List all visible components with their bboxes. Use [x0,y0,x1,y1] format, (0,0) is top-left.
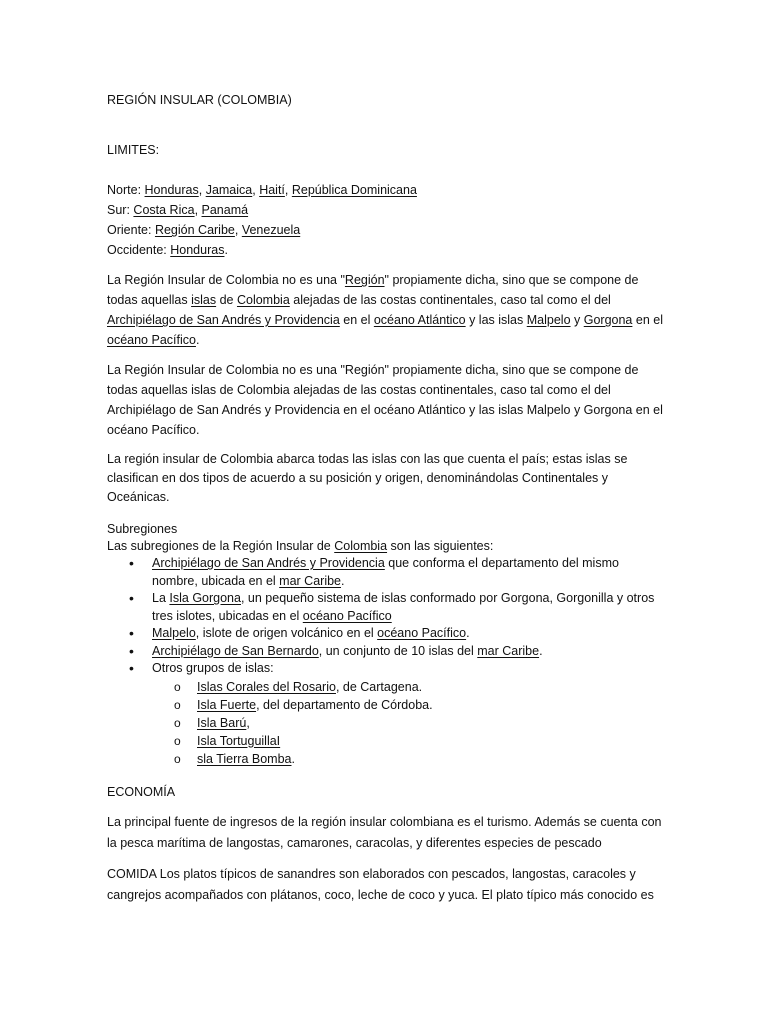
link-isla-tortuguilla[interactable]: Isla TortuguillaI [197,733,281,748]
link-archipielago-san-andres[interactable]: Archipiélago de San Andrés y Providencia [107,313,340,327]
limit-norte: Norte: Honduras, Jamaica, Haití, República Dominicana [107,183,417,197]
link-region[interactable]: Región [344,273,385,287]
link-jamaica[interactable]: Jamaica [205,183,253,197]
subregions-intro: Las subregiones de la Región Insular de Colombia son las siguientes: [107,539,494,553]
list-item [152,732,667,750]
link-isla-fuerte[interactable]: Isla Fuerte [197,697,257,712]
document-title: REGIÓN INSULAR (COLOMBIA) [107,93,292,107]
other-islands-list [107,678,667,768]
link-haiti[interactable]: Haití [259,183,285,197]
list-item: • Archipiélago de San Bernardo, un conjunto de 10 islas del mar Caribe. [107,643,667,661]
list-item: o Islas Corales del Rosario, de Cartagena. [152,678,667,696]
limit-sur: Sur: Costa Rica, Panamá [107,203,249,217]
document-page [107,90,667,906]
subregions-list [107,555,667,768]
link-oceano-atlantico[interactable]: océano Atlántico [373,313,466,327]
link-mar-caribe-bernardo[interactable]: mar Caribe [477,643,540,658]
limits-list [107,180,667,260]
link-archipielago-san-andres-providencia[interactable]: Archipiélago de San Andrés y Providencia [152,556,385,570]
link-gorgona[interactable]: Gorgona [583,313,633,327]
link-honduras[interactable]: Honduras [144,183,199,197]
subregions-section [107,521,667,555]
link-islas[interactable]: islas [191,293,217,307]
link-oceano-pacifico-gorgona[interactable]: océano Pacífico [302,608,392,623]
link-colombia[interactable]: Colombia [236,293,290,307]
list-item: • Malpelo, islote de origen volcánico en el océano Pacífico. [107,625,667,643]
link-panama[interactable]: Panamá [201,203,249,217]
link-islas-corales-rosario[interactable]: Islas Corales del Rosario [197,679,336,694]
link-oceano-pacifico[interactable]: océano Pacífico [107,333,196,347]
list-item: o Isla Barú, [152,714,667,732]
food-paragraph: COMIDA Los platos típicos de sanandres son elaborados con pescados, langostas, caracoles y cangrejos acompañados con plátanos, coco, leche de coco y yuca. El plato típico más conocido es [107,866,654,902]
link-region-caribe[interactable]: Región Caribe [154,223,235,237]
link-archipielago-san-bernardo[interactable]: Archipiélago de San Bernardo [152,643,319,658]
list-item: • Archipiélago de San Andrés y Providencia que conforma el departamento del mismo nombre, ubicada en el mar Caribe. [107,555,667,590]
subregions-heading: Subregiones [107,522,178,536]
link-mar-caribe[interactable]: mar Caribe [279,573,341,588]
link-malpelo-item[interactable]: Malpelo [152,626,196,640]
link-isla-baru[interactable]: Isla Barú [197,715,247,730]
link-costa-rica[interactable]: Costa Rica [133,203,195,217]
list-item-others: • Otros grupos de islas: o Islas Corales del Rosario, de Cartagena. o Isla Fuerte, del departamento de Córdoba. o Isla Barú, o Isla TortuguillaI o sla Tierra Bomba. [107,660,667,768]
link-republica-dominicana[interactable]: República Dominicana [291,183,417,197]
link-venezuela[interactable]: Venezuela [241,223,301,237]
paragraph-1: La Región Insular de Colombia no es una "Región" propiamente dicha, sino que se compone de todas aquellas islas de Colombia alejadas de las costas continentales, caso tal como el del Archipiélago de San Andrés y Providencia en el océano Atlántico y las islas Malpelo y Gorgona en el océano Pacífico. [107,273,663,347]
paragraph-3: La región insular de Colombia abarca todas las islas con las que cuenta el país; estas islas se clasifican en dos tipos de acuerdo a su posición y origen, denominándolas Continentales y Oceánicas. [107,452,628,504]
economy-heading: ECONOMÍA [107,784,176,799]
limit-oriente: Oriente: Región Caribe, Venezuela [107,223,301,237]
economy-paragraph: La principal fuente de ingresos de la región insular colombiana es el turismo. Además se cuenta con la pesca marítima de langostas, camarones, caracolas, y diferentes especies de pescado [107,814,662,850]
link-isla-gorgona[interactable]: Isla Gorgona [169,591,241,605]
link-oceano-pacifico-malpelo[interactable]: océano Pacífico [377,626,467,640]
list-item: o sla Tierra Bomba. [152,750,667,768]
list-item: • La Isla Gorgona, un pequeño sistema de islas conformado por Gorgona, Gorgonilla y otros tres islotes, ubicadas en el océano Pacífico [107,590,667,625]
link-honduras-occidente[interactable]: Honduras [170,243,225,257]
link-malpelo[interactable]: Malpelo [526,313,571,327]
link-isla-tierra-bomba[interactable]: sla Tierra Bomba [197,751,292,766]
link-colombia-subregions[interactable]: Colombia [334,539,388,553]
limits-heading: LIMITES: [107,143,160,157]
list-item: o Isla Fuerte, del departamento de Córdoba. [152,696,667,714]
limit-occidente: Occidente: Honduras. [107,243,228,257]
paragraph-2: La Región Insular de Colombia no es una "Región" propiamente dicha, sino que se compone de todas aquellas islas de Colombia alejadas de las costas continentales, caso tal como el del Archipiélago de San Andrés y Providencia en el océano Atlántico y las islas Malpelo y Gorgona en el océano Pacífico. [107,363,663,437]
